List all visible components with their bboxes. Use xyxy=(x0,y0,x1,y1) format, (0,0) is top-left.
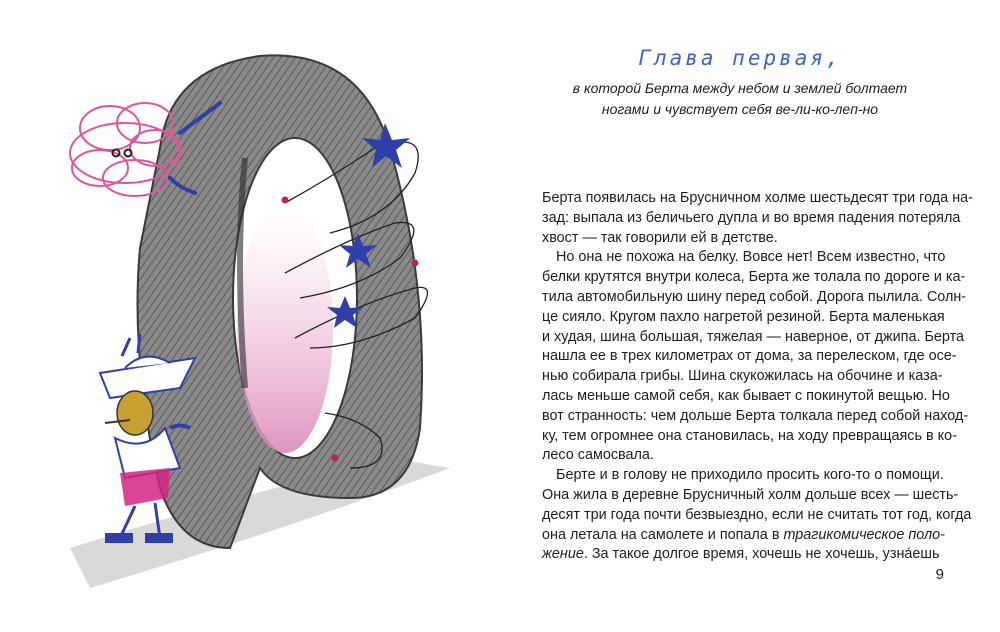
body-line: лесо самосвала. xyxy=(542,447,654,464)
body-line: вот странность: чем дольше Берта толкала перед собой наход- xyxy=(542,407,969,424)
body-line xyxy=(542,545,942,565)
body-line: це сияло. Кругом пахло нагретой резиной. Берта маленькая xyxy=(542,308,945,325)
body-line: Она жила в деревне Брусничный холм дольше всех — шесть- xyxy=(542,486,959,503)
body-line: белки крутятся внутри колеса, Берта же толала по дороге и ка- xyxy=(542,269,966,286)
body-line: и худая, шина большая, тяжелая — наверное, от джипа. Берта xyxy=(542,328,965,345)
body-line: ку, тем огромнее она становилась, на ходу превращаясь в ко- xyxy=(542,427,957,444)
body-line: десят три года почти безвыездно, если не считать тот год, когда xyxy=(542,506,972,523)
body-line: лась меньше самой себя, как бывает с покинутой вещью. Но xyxy=(542,387,950,404)
page-number: 9 xyxy=(935,566,944,583)
chapter-body-text xyxy=(542,189,973,565)
chapter-heading xyxy=(540,46,940,120)
body-line-plain: . За такое долгое время, хочешь не хочешь, узна́ешь xyxy=(583,546,940,563)
body-line: Но она не похожа на белку. Вовсе нет! Всем известно, что xyxy=(556,249,946,266)
chapter-subtitle xyxy=(540,78,940,120)
body-line xyxy=(542,526,945,546)
body-line: зад: выпала из беличьего дупла и во время падения потеряла xyxy=(542,209,961,226)
body-line: Берта появилась на Брусничном холме шестьдесят три года на- xyxy=(542,190,973,206)
body-line: хвост — так говорили ей в детстве. xyxy=(542,229,778,246)
chapter-illustration xyxy=(30,28,480,618)
body-line: нью собирала грибы. Шина скукожилась на обочине и каза- xyxy=(542,368,943,385)
chapter-subtitle-line: в которой Берта между небом и землей болтает xyxy=(572,80,908,96)
chapter-title: Глава первая, xyxy=(638,46,842,70)
body-line: нашла ее в трех километрах от дома, за перелеском, где осе- xyxy=(542,348,957,365)
tire-letter-o-illustration xyxy=(30,28,480,618)
body-line-plain: она летала на самолете и попала в xyxy=(542,526,784,543)
tire-letter-o-icon xyxy=(138,55,423,548)
body-line: Берте и в голову не приходило просить кого-то о помощи. xyxy=(556,467,944,484)
body-line-italic: трагикомическое поло- xyxy=(783,526,945,543)
chapter-subtitle-line: ногами и чувствует себя ве-ли-ко-леп-но xyxy=(601,101,879,117)
body-line: тила автомобильную шину перед собой. Дорога пылила. Солн- xyxy=(542,288,967,305)
body-line-italic: жение xyxy=(542,546,584,563)
